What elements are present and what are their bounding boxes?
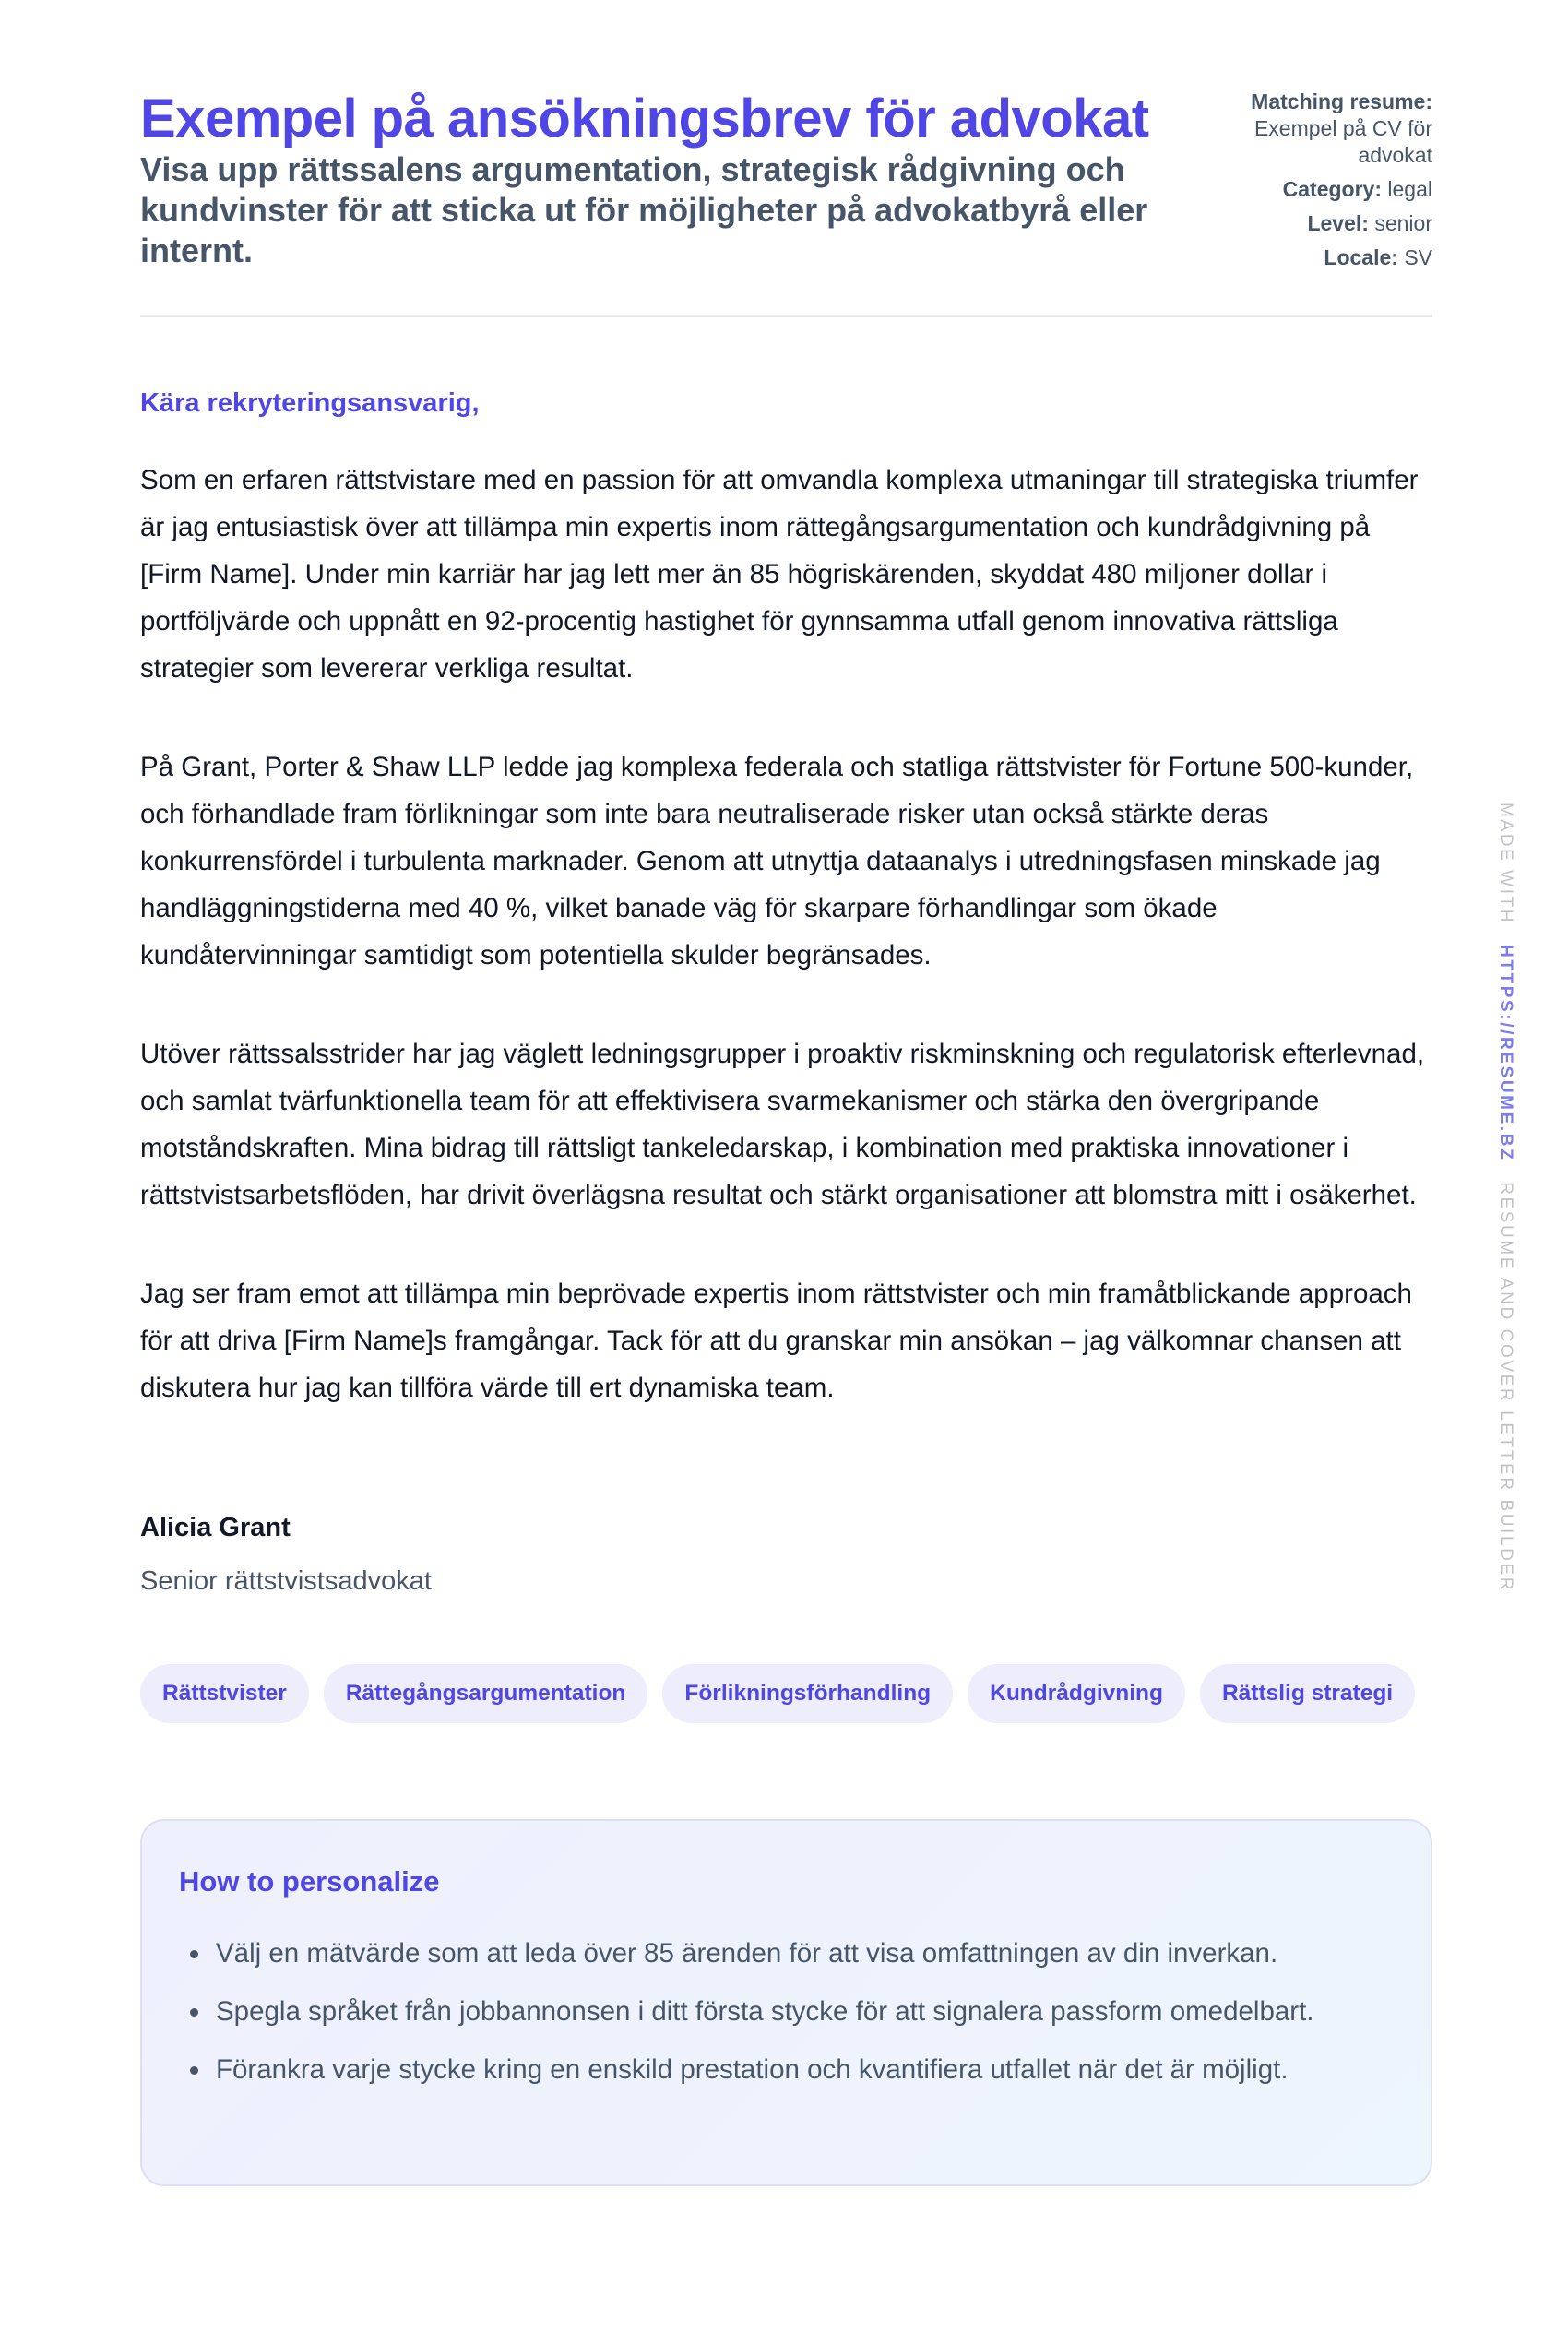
tips-item-text: Välj en mätvärde som att leda över 85 ärenden för att visa omfattningen av din inverkan. — [216, 1938, 1278, 1969]
letter-body — [140, 385, 1432, 1600]
meta-matching-resume — [1220, 89, 1432, 169]
meta-locale — [1220, 244, 1432, 271]
meta-matching-resume-value[interactable]: Exempel på CV för advokat — [1253, 116, 1432, 167]
side-credit-prefix: MADE WITH — [1496, 803, 1515, 925]
signature-title: Senior rättstvistsadvokat — [140, 1566, 432, 1596]
header-text — [140, 89, 1173, 271]
meta-category-value: legal — [1387, 177, 1432, 201]
bullet-icon — [190, 1950, 198, 1958]
page-title: Exempel på ansökningsbrev för advokat — [140, 89, 1149, 149]
signature-name: Alicia Grant — [140, 1513, 291, 1542]
tips-item-text: Förankra varje stycke kring en enskild prestation och kvantifiera utfallet när det är möjligt. — [216, 2054, 1289, 2085]
personalize-tips-box — [140, 1819, 1432, 2186]
tips-title: How to personalize — [179, 1865, 440, 1898]
letter-paragraph: Jag ser fram emot att tillämpa min beprövade expertis inom rättstvister och min framåtblickande approach för att driva [Firm Name]s framgångar. Tack för att du granskar min ansökan – jag välkomnar chansen att diskutera hur jag kan tillföra värde till ert dynamiska team. — [140, 1279, 1412, 1403]
skill-tag[interactable]: Förlikningsförhandling — [662, 1664, 953, 1723]
meta-locale-value: SV — [1404, 245, 1432, 269]
bullet-icon — [190, 2066, 198, 2075]
meta-category — [1220, 176, 1432, 203]
skill-tag[interactable]: Rättslig strategi — [1200, 1664, 1415, 1723]
letter-paragraph: På Grant, Porter & Shaw LLP ledde jag komplexa federala och statliga rättstvister för Fortune 500-kunder, och förhandlade fram förlikningar som inte bara neutraliserade risker utan också stärkte deras konkurrensfördel i turbulenta marknader. Genom att utnyttja dataanalys i utredningsfasen minskade jag handläggningstiderna med 40 %, vilket banade väg för skarpare förhandlingar som ökade kundåtervinningar samtidigt som potentiella skulder begränsades. — [140, 752, 1414, 970]
letter-paragraph: Utöver rättssalsstrider har jag väglett ledningsgrupper i proaktiv riskminskning och regulatorisk efterlevnad, och samlat tvärfunktionella team för att effektivisera svarmekanismer och stärka den övergripande motståndskraften. Mina bidrag till rättsligt tankeledarskap, i kombination med praktiska innovationer i rättstvistsarbetsflöden, har drivit överlägsna resultat och stärkt organisationer att blomstra mitt i osäkerhet. — [140, 1039, 1425, 1210]
tips-item — [179, 1930, 1394, 1977]
tips-list — [179, 1930, 1394, 2093]
meta-locale-label: Locale: — [1324, 245, 1398, 269]
skill-tag[interactable]: Rättegångsargumentation — [324, 1664, 648, 1723]
skill-tag[interactable]: Kundrådgivning — [968, 1664, 1185, 1723]
letter-paragraph: Som en erfaren rättstvistare med en passion för att omvandla komplexa utmaningar till strategiska triumfer är jag entusiastisk över att tillämpa min expertis inom rättegångsargumentation och kundrådgivning på [Firm Name]. Under min karriär har jag lett mer än 85 högriskärenden, skyddat 480 miljoner dollar i portföljvärde och uppnått en 92-procentig hastighet för gynnsamma utfall genom innovativa rättsliga strategier som levererar verkliga resultat. — [140, 465, 1419, 684]
page-header — [140, 0, 1432, 317]
skill-tag[interactable]: Rättstvister — [140, 1664, 309, 1723]
cover-letter-page — [140, 0, 1432, 2186]
bullet-icon — [190, 2008, 198, 2017]
meta-level — [1220, 210, 1432, 237]
tips-item — [179, 1988, 1394, 2035]
skill-tags — [140, 1664, 1432, 1723]
page-subtitle: Visa upp rättssalens argumentation, strategisk rådgivning och kundvinster för att sticka ut för möjligheter på advokatbyrå eller internt. — [140, 150, 1148, 269]
meta-info — [1220, 89, 1432, 279]
tips-item-text: Spegla språket från jobbannonsen i ditt första stycke för att signalera passform omedelbart. — [216, 1996, 1314, 2027]
letter-greeting: Kära rekryteringsansvarig, — [140, 388, 480, 418]
meta-level-value: senior — [1374, 211, 1432, 235]
tips-item — [179, 2046, 1394, 2093]
side-credit — [1494, 803, 1516, 1592]
side-credit-link[interactable]: HTTPS://RESUME.BZ — [1496, 945, 1515, 1162]
meta-matching-resume-label: Matching resume: — [1251, 89, 1432, 113]
side-credit-suffix: RESUME AND COVER LETTER BUILDER — [1496, 1182, 1515, 1593]
meta-level-label: Level: — [1307, 211, 1369, 235]
meta-category-label: Category: — [1282, 177, 1382, 201]
